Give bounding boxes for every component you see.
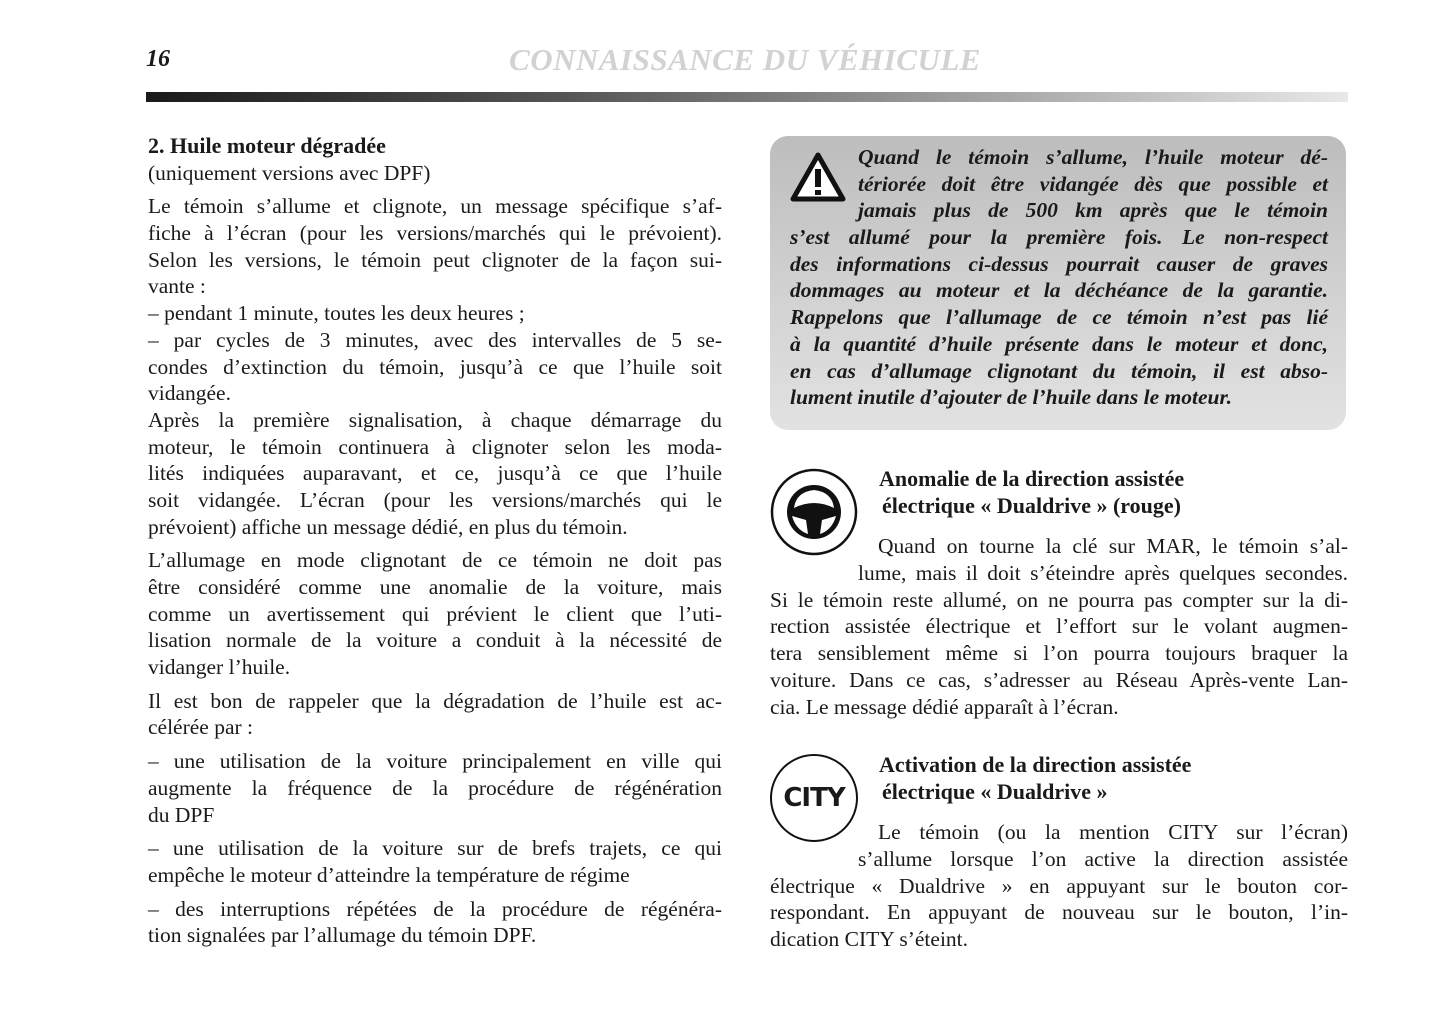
- left-title: 2. Huile moteur dégradée: [148, 133, 386, 158]
- text-line: en cas d’allumage clignotant du témoin, il est abso-: [790, 358, 1328, 383]
- text-line: moteur, le témoin continuera à clignoter selon les moda-: [148, 434, 722, 459]
- section-title: CONNAISSANCE DU VÉHICULE: [509, 42, 981, 77]
- text-line: lisation normale de la voiture a conduit à la nécessité de: [148, 628, 722, 653]
- text-line: à la quantité d’huile présente dans le moteur et donc,: [790, 331, 1328, 356]
- text-line: lités indiquées auparavant, et ce, jusqu’à ce que l’huile: [148, 461, 722, 486]
- text-line: lument inutile d’ajouter de l’huile dans le moteur.: [790, 385, 1232, 410]
- text-line: prévoient) affiche un message dédié, en plus du témoin.: [148, 514, 628, 539]
- text-line: du DPF: [148, 802, 215, 827]
- text-line: rection assistée électrique et l’effort sur le volant augmen-: [770, 614, 1348, 639]
- paragraph: [148, 193, 722, 540]
- text-line: – des interruptions répétées de la procédure de régénéra-: [148, 896, 722, 921]
- text-line: fiche à l’écran (pour les versions/marchés qui le prévoient).: [148, 221, 722, 246]
- text-line: célérée par :: [148, 715, 254, 740]
- text-line: dommages au moteur et la déchéance de la garantie.: [790, 278, 1328, 303]
- section-heading-line: Activation de la direction assistée: [879, 752, 1192, 777]
- text-line: Si le témoin reste allumé, on ne pourra pas compter sur la di-: [770, 587, 1348, 612]
- text-line: vante :: [148, 274, 206, 299]
- paragraph: [148, 896, 722, 949]
- text-line: tion signalées par l’allumage du témoin DPF.: [148, 923, 537, 948]
- text-line: L’allumage en mode clignotant de ce témoin ne doit pas: [148, 548, 722, 573]
- page-number: 16: [146, 46, 170, 72]
- text-line: tera sensiblement même si l’on pourra toujours braquer la: [770, 641, 1348, 666]
- paragraph: [148, 547, 722, 680]
- text-line: – une utilisation de la voiture principalement en ville qui: [148, 749, 722, 774]
- paragraph: [148, 835, 722, 888]
- text-line: Après la première signalisation, à chaque démarrage du: [148, 407, 722, 432]
- text-line: voiture. Dans ce cas, s’adresser au Réseau Après-vente Lan-: [770, 667, 1348, 692]
- text-line: Le témoin (ou la mention CITY sur l’écran): [878, 820, 1348, 845]
- text-line: – pendant 1 minute, toutes les deux heures ;: [148, 301, 525, 326]
- text-line: comme un avertissement qui prévient le client que l’uti-: [148, 601, 722, 626]
- text-line: des informations ci-dessus pourrait causer de graves: [790, 251, 1328, 276]
- text-line: empêche le moteur d’atteindre la température de régime: [148, 862, 630, 887]
- city-mode-section: [770, 752, 1348, 953]
- power-steering-fault-section: [770, 466, 1348, 720]
- text-line: condes d’extinction du témoin, jusqu’à ce que l’huile soit: [148, 354, 722, 379]
- section-heading-line: électrique « Dualdrive »: [882, 778, 1108, 804]
- text-line: Quand on tourne la clé sur MAR, le témoin s’al-: [878, 534, 1348, 559]
- text-line: augmente la fréquence de la procédure de régénération: [148, 775, 722, 800]
- text-line: respondant. En appuyant de nouveau sur le bouton, l’in-: [770, 900, 1348, 925]
- left-column: [148, 133, 722, 956]
- text-line: s’est allumé pour la première fois. Le non-respect: [790, 225, 1328, 250]
- text-line: jamais plus de 500 km après que le témoin: [858, 198, 1328, 223]
- text-line: Quand le témoin s’allume, l’huile moteur dé-: [858, 145, 1328, 169]
- text-line: Il est bon de rappeler que la dégradation de l’huile est ac-: [148, 688, 722, 713]
- city-icon: CITY: [770, 754, 858, 842]
- section-heading-line: Anomalie de la direction assistée: [879, 466, 1185, 491]
- text-line: – par cycles de 3 minutes, avec des intervalles de 5 se-: [148, 327, 722, 352]
- text-line: s’allume lorsque l’on active la direction assistée: [858, 847, 1348, 872]
- text-line: tériorée doit être vidangée dès que possible et: [858, 171, 1328, 196]
- text-line: lume, mais il doit s’éteindre après quelques secondes.: [858, 561, 1348, 586]
- paragraph: [148, 688, 722, 741]
- header-rule: [146, 92, 1348, 102]
- text-line: cia. Le message dédié apparaît à l’écran.: [770, 694, 1119, 719]
- text-line: vidangée.: [148, 381, 231, 406]
- text-line: soit vidangée. L’écran (pour les versions/marchés qui le: [148, 487, 722, 512]
- text-line: électrique « Dualdrive » en appuyant sur le bouton cor-: [770, 873, 1348, 898]
- text-line: dication CITY s’éteint.: [770, 927, 969, 952]
- left-body: [148, 193, 722, 949]
- paragraph: [148, 748, 722, 828]
- section-heading-line: électrique « Dualdrive » (rouge): [882, 492, 1181, 518]
- text-line: – une utilisation de la voiture sur de brefs trajets, ce qui: [148, 836, 722, 861]
- text-line: Rappelons que l’allumage de ce témoin n’est pas lié: [790, 305, 1328, 330]
- warning-text: [790, 144, 1328, 411]
- text-line: être considéré comme une anomalie de la voiture, mais: [148, 575, 722, 600]
- left-subtitle: (uniquement versions avec DPF): [148, 160, 431, 185]
- text-line: vidanger l’huile.: [148, 655, 291, 680]
- text-line: Le témoin s’allume et clignote, un message spécifique s’af-: [148, 194, 722, 219]
- text-line: Selon les versions, le témoin peut clignoter de la façon sui-: [148, 247, 722, 272]
